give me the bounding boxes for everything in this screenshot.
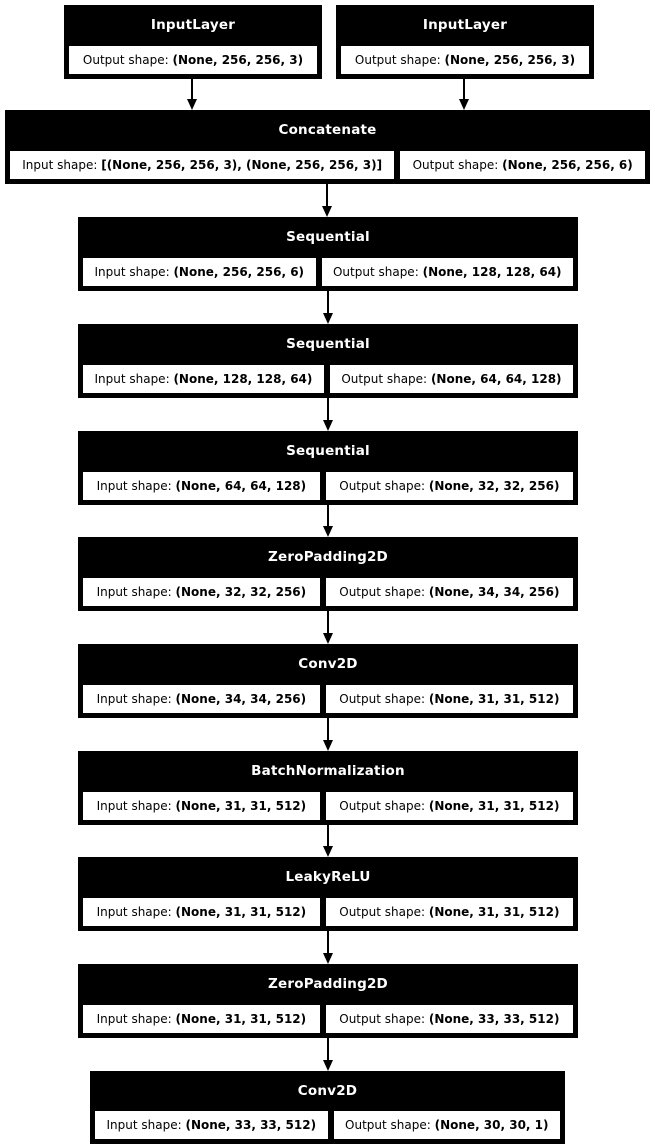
arrow-line (326, 184, 328, 206)
shape-value: (None, 31, 31, 512) (428, 799, 560, 813)
layer-shapes (9, 150, 646, 180)
layer-title: InputLayer (422, 17, 508, 33)
shape-value: (None, 256, 256, 3) (444, 53, 576, 67)
shape-value: (None, 34, 34, 256) (428, 585, 560, 599)
shape-label: Input shape: (96, 585, 172, 599)
layer-node-inputlayer-2 (336, 5, 594, 79)
shape-label: Output shape: (339, 1012, 426, 1026)
shape-label: Output shape: (339, 692, 426, 706)
input-shape-cell (82, 791, 321, 821)
shape-label: Output shape: (339, 905, 426, 919)
shape-value: (None, 128, 128, 64) (173, 372, 313, 386)
shape-value: (None, 128, 128, 64) (422, 265, 562, 279)
output-shape-cell (325, 577, 574, 607)
arrow-line (463, 79, 465, 99)
layer-shapes (82, 684, 574, 714)
layer-title: Conv2D (298, 656, 358, 672)
layer-node-sequential-2 (78, 324, 578, 398)
connector-arrow (322, 718, 334, 751)
shape-value: (None, 31, 31, 512) (175, 905, 307, 919)
arrow-head-icon (459, 99, 469, 110)
layer-node-leakyrelu (78, 857, 578, 931)
input-shape-cell (82, 684, 321, 714)
layer-shapes (94, 1110, 561, 1140)
shape-label: Output shape: (339, 799, 426, 813)
shape-label: Input shape: (22, 158, 98, 172)
arrow-line (327, 825, 329, 846)
layer-title: Sequential (286, 336, 370, 352)
arrow-head-icon (323, 633, 333, 644)
layer-shapes (68, 45, 318, 75)
input-shape-cell (82, 257, 317, 287)
shape-label: Output shape: (345, 1118, 431, 1132)
shape-value: (None, 33, 33, 512) (428, 1012, 560, 1026)
shape-label: Input shape: (96, 479, 172, 493)
layer-title: Sequential (286, 229, 370, 245)
arrow-line (327, 291, 329, 313)
layer-node-batchnormalization (78, 751, 578, 825)
input-shape-cell (82, 897, 321, 927)
shape-label: Output shape: (354, 53, 441, 67)
connector-arrow (322, 505, 334, 537)
output-shape-cell (399, 150, 646, 180)
arrow-head-icon (323, 526, 333, 537)
shape-value: (None, 31, 31, 512) (175, 799, 307, 813)
shape-label: Output shape: (341, 372, 428, 386)
shape-value: (None, 30, 30, 1) (434, 1118, 549, 1132)
shape-value: (None, 32, 32, 256) (175, 585, 307, 599)
arrow-head-icon (323, 846, 333, 857)
shape-label: Input shape: (96, 1012, 172, 1026)
layer-shapes (340, 45, 590, 75)
arrow-line (327, 398, 329, 420)
layer-shapes (82, 364, 574, 394)
arrow-head-icon (187, 99, 197, 110)
connector-arrow (322, 1038, 334, 1071)
layer-shapes (82, 897, 574, 927)
shape-value: (None, 32, 32, 256) (428, 479, 560, 493)
connector-arrow (321, 184, 333, 217)
shape-label: Output shape: (412, 158, 499, 172)
layer-node-inputlayer-1 (64, 5, 322, 79)
arrow-head-icon (323, 1060, 333, 1071)
layer-title: Sequential (286, 443, 370, 459)
layer-title: Conv2D (297, 1082, 358, 1099)
layer-node-sequential-3 (78, 431, 578, 505)
layer-title: LeakyReLU (285, 869, 371, 885)
shape-value: (None, 64, 64, 128) (430, 372, 562, 386)
shape-value: (None, 256, 256, 6) (173, 265, 305, 279)
input-shape-cell (82, 1004, 321, 1034)
arrow-line (327, 1038, 329, 1060)
connector-arrow (186, 79, 198, 110)
arrow-line (327, 505, 329, 526)
layer-title: BatchNormalization (251, 763, 405, 779)
shape-label: Output shape: (332, 265, 419, 279)
layer-node-conv2d-2 (90, 1071, 565, 1144)
shape-label: Output shape: (82, 53, 169, 67)
output-shape-cell (325, 684, 574, 714)
shape-label: Output shape: (339, 479, 426, 493)
layer-shapes (82, 257, 574, 287)
output-shape-cell (340, 45, 590, 75)
shape-value: (None, 31, 31, 512) (175, 1012, 307, 1026)
output-shape-cell (325, 471, 574, 501)
output-shape-cell (68, 45, 318, 75)
arrow-head-icon (323, 313, 333, 324)
output-shape-cell (321, 257, 575, 287)
shape-value: (None, 33, 33, 512) (185, 1118, 317, 1132)
layer-node-zeropadding2d-2 (78, 964, 578, 1038)
shape-value: [(None, 256, 256, 3), (None, 256, 256, 3)] (101, 158, 383, 172)
connector-arrow (322, 825, 334, 857)
shape-value: (None, 256, 256, 6) (502, 158, 633, 172)
layer-node-concatenate (5, 110, 650, 184)
connector-arrow (322, 611, 334, 644)
shape-label: Input shape: (96, 692, 172, 706)
layer-shapes (82, 791, 574, 821)
shape-value: (None, 31, 31, 512) (428, 692, 560, 706)
arrow-line (191, 79, 193, 99)
shape-value: (None, 64, 64, 128) (175, 479, 307, 493)
output-shape-cell (325, 791, 574, 821)
output-shape-cell (333, 1110, 561, 1140)
connector-arrow (322, 931, 334, 964)
arrow-head-icon (323, 740, 333, 751)
layer-node-zeropadding2d-1 (78, 537, 578, 611)
connector-arrow (458, 79, 470, 110)
shape-label: Output shape: (339, 585, 426, 599)
layer-node-sequential-1 (78, 217, 578, 291)
shape-label: Input shape: (94, 372, 170, 386)
layer-shapes (82, 471, 574, 501)
arrow-head-icon (323, 420, 333, 431)
layer-shapes (82, 577, 574, 607)
input-shape-cell (82, 471, 321, 501)
connector-arrow (322, 398, 334, 431)
layer-title: InputLayer (150, 17, 236, 33)
arrow-line (327, 931, 329, 953)
shape-value: (None, 256, 256, 3) (172, 53, 304, 67)
connector-arrow (322, 291, 334, 324)
shape-label: Input shape: (94, 265, 170, 279)
shape-label: Input shape: (106, 1118, 182, 1132)
shape-value: (None, 31, 31, 512) (428, 905, 560, 919)
arrow-line (327, 611, 329, 633)
output-shape-cell (325, 1004, 574, 1034)
layer-title: Concatenate (278, 122, 377, 138)
layer-node-conv2d-1 (78, 644, 578, 718)
input-shape-cell (82, 364, 325, 394)
shape-label: Input shape: (96, 799, 172, 813)
shape-label: Input shape: (96, 905, 172, 919)
layer-title: ZeroPadding2D (268, 976, 388, 992)
input-shape-cell (94, 1110, 329, 1140)
output-shape-cell (325, 897, 574, 927)
arrow-line (327, 718, 329, 740)
output-shape-cell (329, 364, 574, 394)
arrow-head-icon (322, 206, 332, 217)
layer-title: ZeroPadding2D (268, 549, 388, 565)
input-shape-cell (82, 577, 321, 607)
layer-shapes (82, 1004, 574, 1034)
arrow-head-icon (323, 953, 333, 964)
shape-value: (None, 34, 34, 256) (175, 692, 307, 706)
input-shape-cell (9, 150, 395, 180)
